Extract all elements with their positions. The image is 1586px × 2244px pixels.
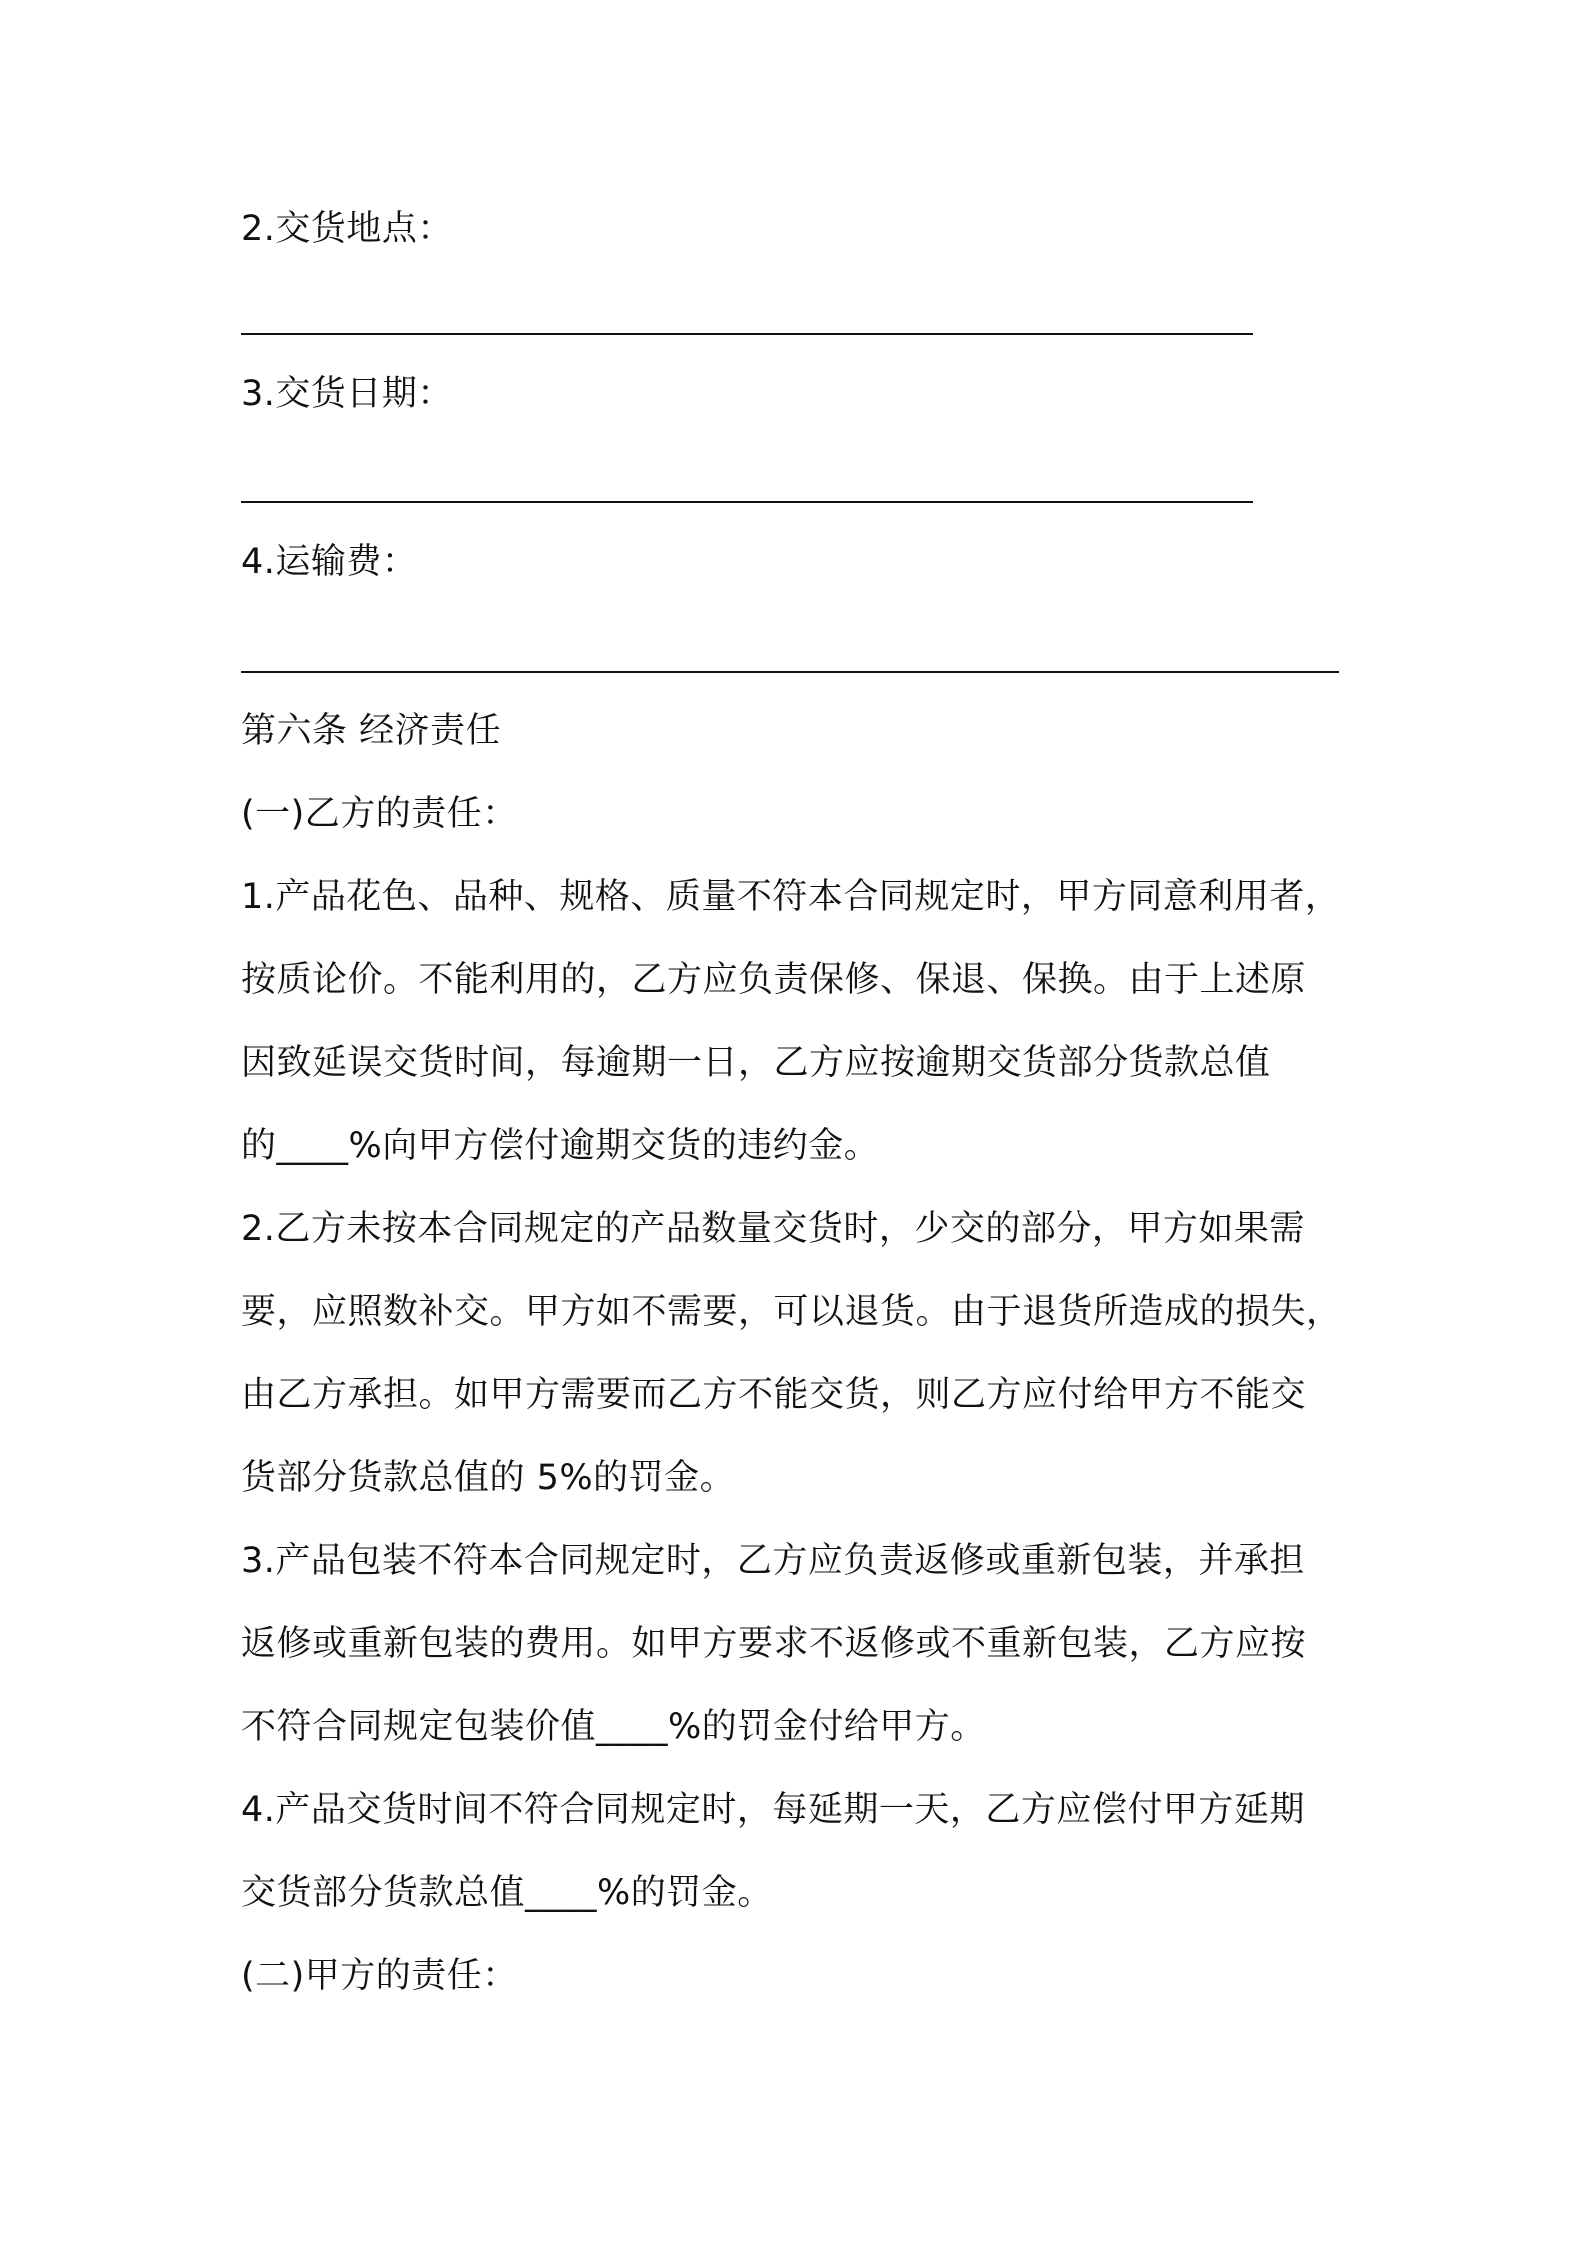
party-b-heading: (一)乙方的责任： <box>241 794 518 834</box>
party-b-item3-line2: 返修或重新包装的费用。如甲方要求不返修或不重新包装，乙方应按 <box>241 1624 1307 1664</box>
party-b-item3-line3: 不符合同规定包装价值____%的罚金付给甲方。 <box>241 1707 986 1747</box>
party-b-item4-line2: 交货部分货款总值____%的罚金。 <box>241 1873 773 1913</box>
party-b-item4-line1: 4.产品交货时间不符合同规定时，每延期一天，乙方应偿付甲方延期 <box>241 1790 1305 1830</box>
freight-blank <box>241 671 1339 673</box>
delivery-date-label: 3.交货日期： <box>241 374 453 414</box>
party-b-item2-line3: 由乙方承担。如甲方需要而乙方不能交货，则乙方应付给甲方不能交 <box>241 1375 1307 1415</box>
party-b-item2-line4: 货部分货款总值的 5%的罚金。 <box>241 1458 736 1498</box>
party-b-item3-line1: 3.产品包装不符本合同规定时，乙方应负责返修或重新包装，并承担 <box>241 1541 1305 1581</box>
party-b-item1-line4: 的____%向甲方偿付逾期交货的违约金。 <box>241 1126 880 1166</box>
article-6-heading: 第六条 经济责任 <box>241 711 502 751</box>
party-b-item1-line2: 按质论价。不能利用的，乙方应负责保修、保退、保换。由于上述原 <box>241 960 1307 1000</box>
party-b-item1-line1: 1.产品花色、品种、规格、质量不符本合同规定时，甲方同意利用者， <box>241 877 1341 917</box>
delivery-place-label: 2.交货地点： <box>241 209 453 249</box>
delivery-place-blank <box>241 333 1253 335</box>
party-b-item1-line3: 因致延误交货时间，每逾期一日，乙方应按逾期交货部分货款总值 <box>241 1043 1271 1083</box>
party-b-item2-line2: 要，应照数补交。甲方如不需要，可以退货。由于退货所造成的损失， <box>241 1292 1342 1332</box>
delivery-date-blank <box>241 501 1253 503</box>
freight-label: 4.运输费： <box>241 542 418 582</box>
party-b-item2-line1: 2.乙方未按本合同规定的产品数量交货时，少交的部分，甲方如果需 <box>241 1209 1305 1249</box>
party-a-heading: (二)甲方的责任： <box>241 1956 518 1996</box>
